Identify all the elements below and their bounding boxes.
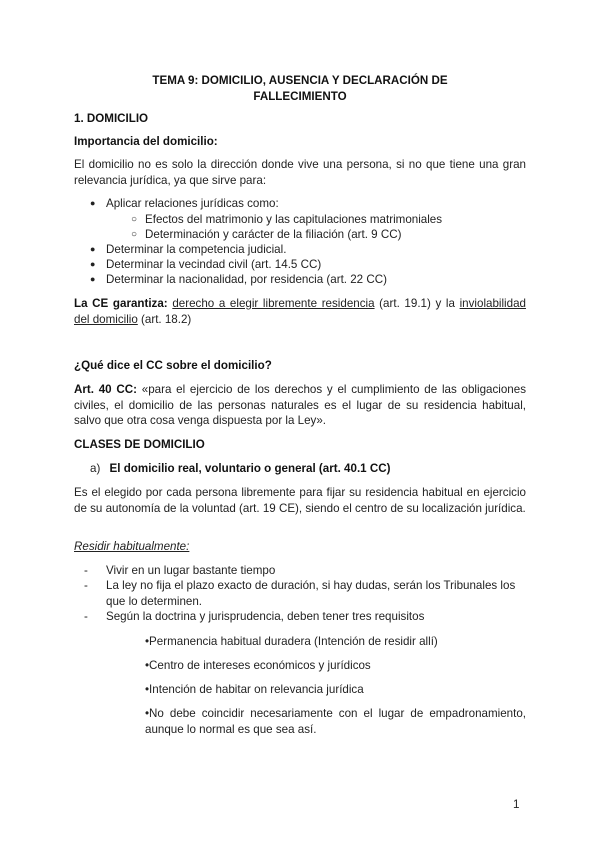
document-title bbox=[74, 73, 526, 104]
clase-a-heading bbox=[90, 461, 542, 477]
clase-a-letter: a) bbox=[90, 462, 101, 475]
art40-text: «para el ejercicio de los derechos y el cumplimiento de las obligaciones civiles, el domicilio de las personas naturales es el lugar de su residencia habitual, salvo que otra cosa venga dispuesta por la Ley». bbox=[74, 383, 526, 427]
requisito-item: •No debe coincidir necesariamente con el lugar de empadronamiento, aunque lo normal es que sea así. bbox=[145, 707, 526, 736]
bullet-circle-icon: ○ bbox=[131, 229, 138, 240]
dash-text: Según la doctrina y jurisprudencia, deben tener tres requisitos bbox=[106, 610, 425, 623]
page-number: 1 bbox=[513, 798, 520, 811]
residir-heading: Residir habitualmente: bbox=[74, 540, 190, 553]
clase-a-label: El domicilio real, voluntario o general (art. 40.1 CC) bbox=[109, 462, 391, 475]
dash-item bbox=[84, 609, 526, 625]
clases-heading: CLASES DE DOMICILIO bbox=[74, 438, 205, 451]
bullet-dot-icon: ● bbox=[90, 274, 96, 284]
dash-text: La ley no fija el plazo exacto de duración, si hay dudas, serán los Tribunales los que lo determinen. bbox=[106, 579, 516, 608]
ce-paragraph bbox=[74, 296, 526, 327]
dash-marker: - bbox=[84, 564, 88, 577]
dash-item bbox=[84, 563, 526, 579]
ce-underlined-residencia: derecho a elegir libremente residencia bbox=[172, 297, 375, 310]
bullet-item bbox=[90, 242, 546, 258]
importancia-heading: Importancia del domicilio: bbox=[74, 135, 218, 148]
ce-lead: La CE garantiza: bbox=[74, 297, 168, 310]
domicilio-real-paragraph: Es el elegido por cada persona libremente para fijar su residencia habitual en ejercicio de su autonomía de la voluntad (art. 19 CE), siendo el centro de su localización jurídica. bbox=[74, 486, 526, 515]
cc-heading: ¿Qué dice el CC sobre el domicilio? bbox=[74, 359, 272, 372]
ce-text-1: (art. 19.1) y la bbox=[374, 297, 455, 310]
bullet-text: Aplicar relaciones jurídicas como: bbox=[106, 197, 279, 210]
dash-marker: - bbox=[84, 610, 88, 623]
art40-lead: Art. 40 CC: bbox=[74, 383, 137, 396]
bullet-circle-icon: ○ bbox=[131, 214, 138, 225]
title-line-1: TEMA 9: DOMICILIO, AUSENCIA Y DECLARACIÓN DE bbox=[152, 74, 448, 87]
intro-paragraph: El domicilio no es solo la dirección donde vive una persona, si no que tiene una gran relevancia jurídica, ya que sirve para: bbox=[74, 158, 526, 187]
bullet-dot-icon: ● bbox=[90, 259, 96, 269]
bullet-item bbox=[90, 257, 546, 273]
sub-bullet-text: Determinación y carácter de la filiación (art. 9 CC) bbox=[145, 228, 402, 241]
dash-marker: - bbox=[84, 579, 88, 592]
requisito-item: •Centro de intereses económicos y jurídicos bbox=[145, 659, 371, 672]
bullet-text: Determinar la competencia judicial. bbox=[106, 243, 287, 256]
dash-item bbox=[84, 578, 526, 609]
ce-underlined-inviolabilidad: inviolabilidad del domicilio bbox=[74, 297, 526, 326]
art40-paragraph bbox=[74, 382, 526, 429]
requisito-item: •Permanencia habitual duradera (Intención de residir allí) bbox=[145, 635, 438, 648]
bullet-item bbox=[90, 196, 546, 212]
bullet-text: Determinar la vecindad civil (art. 14.5 CC) bbox=[106, 258, 322, 271]
section-heading-domicilio: 1. DOMICILIO bbox=[74, 112, 149, 125]
bullet-item bbox=[90, 272, 546, 288]
bullet-dot-icon: ● bbox=[90, 198, 96, 208]
bullet-dot-icon: ● bbox=[90, 244, 96, 254]
title-line-2: FALLECIMIENTO bbox=[253, 89, 347, 103]
bullet-text: Determinar la nacionalidad, por residencia (art. 22 CC) bbox=[106, 273, 387, 286]
sub-bullet-item bbox=[131, 212, 585, 228]
sub-bullet-item bbox=[131, 227, 585, 243]
sub-bullet-text: Efectos del matrimonio y las capitulaciones matrimoniales bbox=[145, 213, 443, 226]
ce-text-2: (art. 18.2) bbox=[137, 312, 192, 326]
dash-text: Vivir en un lugar bastante tiempo bbox=[106, 564, 276, 577]
requisito-item: •Intención de habitar on relevancia jurídica bbox=[145, 683, 364, 696]
